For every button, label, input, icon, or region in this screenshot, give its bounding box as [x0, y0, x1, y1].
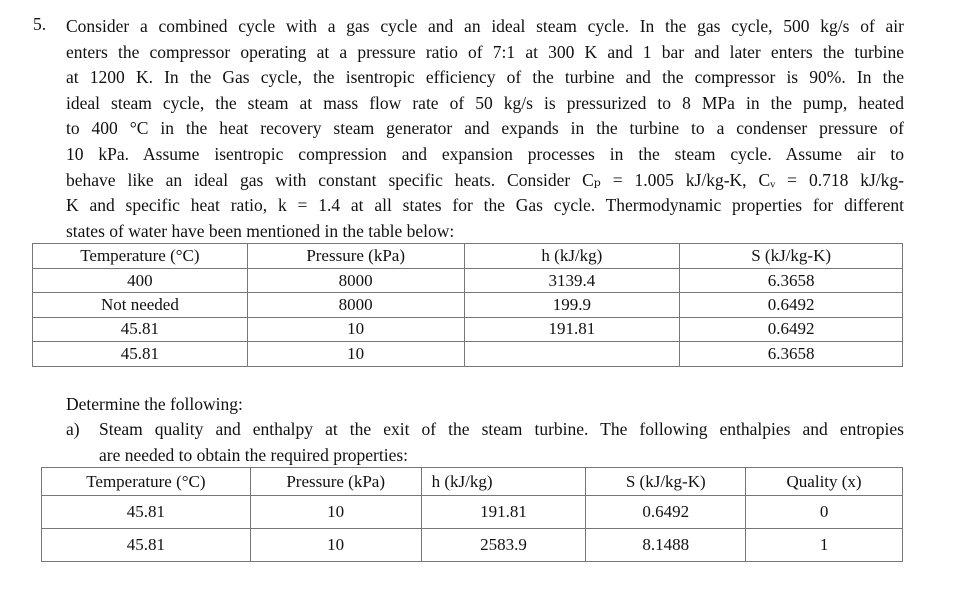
determine-heading: Determine the following:: [66, 394, 243, 414]
question-number: 5.: [33, 14, 47, 34]
cell: 400: [33, 269, 248, 293]
table-header-row: [33, 244, 903, 269]
table-row: [33, 293, 903, 317]
water-properties-table: [32, 243, 903, 367]
cell: 45.81: [42, 529, 251, 562]
problem-line: at 1200 K. In the Gas cycle, the isentropic efficiency of the turbine and the compressor is 90%. In the: [66, 67, 904, 88]
problem-line: behave like an ideal gas with constant specific heats. Consider Cₚ = 1.005 kJ/kg-K, Cᵥ = 0.718 kJ/kg-: [66, 169, 904, 190]
part-a-line: Steam quality and enthalpy at the exit of the steam turbine. The following enthalpies and entropies: [99, 419, 904, 439]
cell: 6.3658: [680, 342, 903, 366]
header-quality: Quality (x): [746, 468, 903, 496]
cell: 10: [247, 317, 464, 341]
cell: 3139.4: [464, 269, 680, 293]
part-a-label: a): [66, 419, 80, 439]
cell: 191.81: [421, 496, 586, 529]
header-entropy: S (kJ/kg-K): [586, 468, 746, 496]
table-row: [42, 529, 903, 562]
problem-statement: [66, 14, 904, 244]
problem-line: 10 kPa. Assume isentropic compression and expansion processes in the steam cycle. Assume air to: [66, 143, 904, 164]
problem-line: enters the compressor operating at a pressure ratio of 7:1 at 300 K and 1 bar and later enters the turbine: [66, 41, 904, 62]
cell: 0: [746, 496, 903, 529]
cell: 10: [247, 342, 464, 366]
cell: 8.1488: [586, 529, 746, 562]
cell: 45.81: [33, 342, 248, 366]
cell: 6.3658: [680, 269, 903, 293]
problem-line: Consider a combined cycle with a gas cycle and an ideal steam cycle. In the gas cycle, 500 kg/s of air: [66, 16, 904, 36]
saturation-properties-table: [41, 467, 903, 562]
problem-line: ideal steam cycle, the steam at mass flow rate of 50 kg/s is pressurized to 8 MPa in the pump, heated: [66, 92, 904, 113]
header-pressure: Pressure (kPa): [250, 468, 421, 496]
header-entropy: S (kJ/kg-K): [680, 244, 903, 269]
table-row: [33, 317, 903, 341]
problem-line: K and specific heat ratio, k = 1.4 at all states for the Gas cycle. Thermodynamic properties for different: [66, 195, 904, 216]
problem-line: to 400 °C in the heat recovery steam generator and expands in the turbine to a condenser pressure of: [66, 118, 904, 139]
cell: 0.6492: [680, 293, 903, 317]
cell: 0.6492: [680, 317, 903, 341]
header-temperature: Temperature (°C): [33, 244, 248, 269]
problem-line: states of water have been mentioned in the table below:: [66, 220, 455, 241]
cell: 0.6492: [586, 496, 746, 529]
cell: 199.9: [464, 293, 680, 317]
cell: 8000: [247, 293, 464, 317]
table-row: [33, 269, 903, 293]
header-enthalpy: h (kJ/kg): [464, 244, 680, 269]
header-enthalpy: h (kJ/kg): [421, 468, 586, 496]
part-a-line: are needed to obtain the required properties:: [99, 444, 409, 465]
cell: 191.81: [464, 317, 680, 341]
header-temperature: Temperature (°C): [42, 468, 251, 496]
cell: [464, 342, 680, 366]
cell: 45.81: [33, 317, 248, 341]
table-row: [33, 342, 903, 366]
cell: 8000: [247, 269, 464, 293]
cell: 10: [250, 496, 421, 529]
cell: 10: [250, 529, 421, 562]
table-header-row: [42, 468, 903, 496]
cell: 1: [746, 529, 903, 562]
cell: Not needed: [33, 293, 248, 317]
part-a-text: [99, 417, 904, 468]
header-pressure: Pressure (kPa): [247, 244, 464, 269]
table-row: [42, 496, 903, 529]
cell: 2583.9: [421, 529, 586, 562]
cell: 45.81: [42, 496, 251, 529]
